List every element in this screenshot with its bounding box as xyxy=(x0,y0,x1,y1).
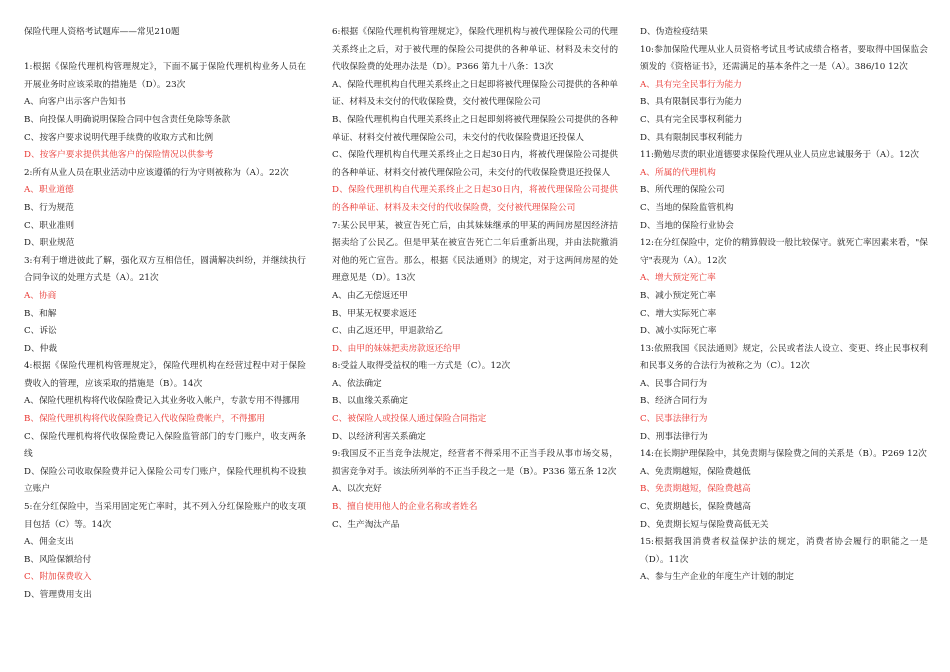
option-text: C、免责期越长，保险费越高 xyxy=(640,502,751,513)
option-text: A、佣金支出 xyxy=(24,537,74,548)
option-text: D、职业规范 xyxy=(24,238,75,249)
answer-option: D、保险代理机构自代理关系终止之日起30日内，将被代理保险公司提供的各种单证、材料及未交付的代收保险费，交付被代理保险公司 xyxy=(332,185,618,213)
option-text: D、减小实际死亡率 xyxy=(640,326,717,337)
answer-option: D、按客户要求提供其他客户的保险情况以供参考 xyxy=(24,150,214,161)
answer-option: A、协商 xyxy=(24,290,57,301)
question-text: 5:在分红保险中，当采用固定死亡率时，其不列入分红保险账户的收支项目包括（C）等。14次 xyxy=(24,502,306,530)
question-text: 15:根据我国消费者权益保护法的规定，消费者协会履行的职能之一是（D）。11次 xyxy=(640,537,928,565)
question-text: 6:根据《保险代理机构管理规定》，保险代理机构与被代理保险公司的代理关系终止之后，对于被代理的保险公司提供的各种单证、材料及未交付的代收保险费的处理办法是（D）。P366 第九十八条：13次 xyxy=(332,27,618,73)
option-text: A、免责期越短，保险费越低 xyxy=(640,466,751,477)
column-3 xyxy=(640,24,928,587)
question-text: 13:依照我国《民法通则》规定，公民或者法人设立、变更、终止民事权利和民事义务的合法行为被称之为（C）。12次 xyxy=(640,343,928,372)
option-text: B、所代理的保险公司 xyxy=(640,185,725,196)
option-text: C、职业准则 xyxy=(24,220,75,231)
answer-option: A、职业道德 xyxy=(24,185,74,196)
answer-option: A、所属的代理机构 xyxy=(640,167,716,178)
option-text: D、仲裁 xyxy=(24,343,58,354)
answer-option: C、民事法律行为 xyxy=(640,414,708,425)
answer-option: A、增大预定死亡率 xyxy=(640,273,716,284)
answer-option: B、擅自使用他人的企业名称或者姓名 xyxy=(332,502,478,513)
answer-option: A、具有完全民事行为能力 xyxy=(640,79,742,90)
option-text: B、减小预定死亡率 xyxy=(640,290,716,301)
answer-option: B、保险代理机构将代收保险费记入代收保险费帐户，不得挪用 xyxy=(24,414,265,425)
option-text: D、伪造检疫结果 xyxy=(640,27,708,37)
option-text: C、具有完全民事权利能力 xyxy=(640,114,743,125)
question-text: 9:我国反不正当竞争法规定，经营者不得采用不正当手段从事市场交易，损害竞争对手。该法所列举的不正当手段之一是（B）。P336 第五条 12次 xyxy=(332,449,618,477)
option-text: B、风险保额给付 xyxy=(24,554,92,565)
option-text: B、以血缘关系确定 xyxy=(332,396,408,407)
question-text: 7:某公民甲某，被宣告死亡后，由其妹妹继承的甲某的两间房屋因经济拮据卖给了公民乙。但是甲某在被宣告死亡二年后重新出现，并由法院撤消对他的死亡宣告。那么，根据《民法通则》的规定，对于这两间房屋的处理意见是（D）。13次 xyxy=(332,220,618,284)
answer-option: B、免责期越短，保险费越高 xyxy=(640,484,751,495)
option-text: D、管理费用支出 xyxy=(24,590,92,600)
option-text: A、由乙无偿返还甲 xyxy=(332,290,408,301)
option-text: C、当地的保险监管机构 xyxy=(640,202,734,213)
column-2 xyxy=(332,24,618,534)
question-text: 11:勤勉尽责的职业道德要求保险代理从业人员应忠诚服务于（A）。12次 xyxy=(640,150,919,161)
option-text: A、保险代理机构将代收保险费记入其业务收入帐户，专款专用不得挪用 xyxy=(24,396,300,407)
option-text: A、保险代理机构自代理关系终止之日起即将被代理保险公司提供的各种单证、材料及未交付的代收保险费，交付被代理保险公司 xyxy=(332,79,618,108)
column-1-lines xyxy=(24,59,306,604)
option-text: A、向客户出示客户告知书 xyxy=(24,97,126,108)
option-text: B、保险代理机构自代理关系终止之日起即刻将被代理保险公司提供的各种单证、材料交付被代理保险公司，未交付的代收保险费退还投保人 xyxy=(332,114,618,143)
question-text: 2:所有从业人员在职业活动中应该遵循的行为守则被称为（A）。22次 xyxy=(24,167,289,178)
column-2-lines xyxy=(332,24,618,534)
option-text: C、增大实际死亡率 xyxy=(640,308,717,319)
option-text: C、保险代理机构将代收保险费记入保险监管部门的专门账户，收支两条线 xyxy=(24,431,306,460)
option-text: D、以经济利害关系确定 xyxy=(332,431,426,442)
option-text: D、保险公司收取保险费并记入保险公司专门账户，保险代理机构不设独立账户 xyxy=(24,466,306,495)
option-text: B、向投保人明确说明保险合同中包含责任免除等条款 xyxy=(24,114,231,125)
column-1 xyxy=(24,24,306,605)
option-text: C、诉讼 xyxy=(24,326,57,337)
option-text: B、和解 xyxy=(24,308,57,319)
option-text: C、按客户要求说明代理手续费的收取方式和比例 xyxy=(24,132,214,143)
answer-option: C、被保险人或投保人通过保险合同指定 xyxy=(332,414,487,425)
page-title: 保险代理人资格考试题库——常见210题 xyxy=(24,27,180,37)
question-text: 14:在长期护理保险中，其免责期与保险费之间的关系是（B）。P269 12次 xyxy=(640,449,927,460)
question-text: 8:受益人取得受益权的唯一方式是（C）。12次 xyxy=(332,361,511,372)
option-text: B、具有限制民事行为能力 xyxy=(640,97,742,108)
option-text: D、刑事法律行为 xyxy=(640,431,708,442)
option-text: D、免责期长短与保险费高低无关 xyxy=(640,519,769,530)
option-text: A、民事合同行为 xyxy=(640,378,708,389)
column-3-lines xyxy=(640,24,928,587)
option-text: A、参与生产企业的年度生产计划的制定 xyxy=(640,572,794,583)
option-text: C、保险代理机构自代理关系终止之日起30日内，将被代理保险公司提供的各种单证、材料交付被代理保险公司，未交付的代收保险费退还投保人 xyxy=(332,150,618,178)
question-text: 12:在分红保险中，定价的精算假设一般比较保守。就死亡率因素来看，"保守"表现为（A）。12次 xyxy=(640,238,928,266)
option-text: D、当地的保险行业协会 xyxy=(640,220,734,231)
question-text: 3:有利于增进彼此了解，强化双方互相信任，圆满解决纠纷，并继续执行合同争议的处理方式是（A）。21次 xyxy=(24,255,306,284)
question-text: 1:根据《保险代理机构管理规定》，下面不属于保险代理机构业务人员在开展业务时应该采取的措施是（D）。23次 xyxy=(24,62,306,90)
answer-option: C、附加保费收入 xyxy=(24,572,92,583)
option-text: B、行为规范 xyxy=(24,202,74,213)
answer-option: D、由甲的妹妹把卖房款返还给甲 xyxy=(332,343,461,354)
option-text: A、依法确定 xyxy=(332,378,382,389)
option-text: B、甲某无权要求返还 xyxy=(332,308,417,319)
option-text: C、生产淘汰产品 xyxy=(332,519,400,530)
question-text: 10:参加保险代理从业人员资格考试且考试成绩合格者，要取得中国保监会颁发的《资格证书》，还需满足的基本条件之一是（A）。386/10 12次 xyxy=(640,44,928,73)
question-text: 4:根据《保险代理机构管理规定》，保险代理机构在经营过程中对于保险费收入的管理，应该采取的措施是（B）。14次 xyxy=(24,361,306,389)
option-text: A、以次充好 xyxy=(332,484,382,495)
option-text: D、具有限制民事权利能力 xyxy=(640,132,743,143)
option-text: B、经济合同行为 xyxy=(640,396,708,407)
option-text: C、由乙返还甲，甲退款给乙 xyxy=(332,326,443,337)
